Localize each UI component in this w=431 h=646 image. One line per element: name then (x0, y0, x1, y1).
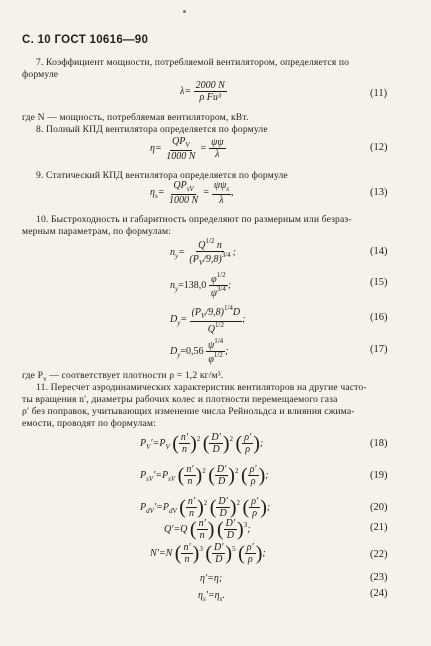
formula-13-den2: λ (219, 194, 224, 206)
formula-21-d-den: D (226, 530, 234, 541)
formula-22-n-den: n (184, 554, 190, 565)
formula-20-lhs-prime: ′= (153, 501, 163, 513)
formula-21-end: ; (247, 523, 251, 535)
formula-21: Q′=Q ( $\frac{n'}{n}$ ) ( $\frac{D'}{D}$ )$^3$; (164, 518, 251, 541)
p7-line1: 7. Коэффициент мощности, потребляемой вентилятором, определяется по (36, 57, 350, 68)
formula-12-num: QP (171, 136, 186, 147)
formula-17-num-sup: 1/4 (214, 337, 224, 345)
formula-15-den: ψ (210, 288, 217, 299)
formula-18-end: ; (259, 437, 264, 449)
formula-20-d-num: D′ (218, 496, 228, 507)
formula-18-mid: P (159, 437, 166, 449)
formula-12 (150, 136, 226, 162)
formula-11 (180, 80, 227, 103)
formula-17-num: ψ (207, 340, 215, 351)
formula-12-lhs: η= (150, 143, 162, 155)
formula-18-lhs-prime: ′= (150, 437, 160, 449)
p10-line1: 10. Быстроходность и габаритность определяют по размерным или безраз- (36, 214, 352, 225)
formula-14-num: Q (198, 240, 206, 251)
formula-number-12: (12) (370, 142, 388, 153)
formula-22-end: ; (262, 547, 266, 559)
formula-18-d-num: D′ (211, 432, 221, 443)
formula-17-den-sup: 1/2 (213, 351, 223, 359)
formula-16-den: Q (207, 323, 215, 335)
formula-19-lhs: P (140, 469, 147, 481)
formula-19-r-den: ρ (250, 476, 256, 487)
formula-12-fraction2 (209, 137, 225, 160)
formula-13-num-sub: sV (186, 185, 194, 193)
formula-20-lhs: P (140, 501, 147, 513)
formula-16-num: (P (191, 307, 202, 318)
formula-number-21: (21) (370, 522, 388, 533)
formula-14-fraction (187, 238, 232, 268)
formula-24-lhs-sub: s (202, 595, 206, 603)
formula-17-fraction (206, 338, 225, 365)
formula-22-d-num: D′ (213, 542, 224, 553)
formula-15-fraction (209, 272, 228, 299)
formula-19-d-num: D′ (216, 464, 227, 475)
formula-21-d-num: D′ (225, 518, 236, 529)
formula-18: $P_V'=P_V$ ( $\frac{n'}{n}$ )$^2$ ( $\frac{D'}{D}$ )$^2$ ( $\frac{\rho'}{\rho}$ ); (140, 432, 264, 455)
formula-13-eq0: = (157, 187, 165, 199)
formula-13-lhs: η (150, 187, 155, 199)
formula-19-mid: P (162, 469, 169, 481)
formula-13-num2-sub: s (226, 185, 230, 193)
formula-16-lhs: D (170, 314, 178, 326)
formula-14-lhs: n (170, 247, 175, 259)
formula-16 (170, 305, 245, 335)
formula-15-eq: =138,0 (178, 279, 207, 291)
formula-12-eq: = (199, 143, 207, 155)
p11-line4: емости, проводят по формулам: (22, 418, 156, 429)
page-header: С. 10 ГОСТ 10616—90 (22, 34, 149, 46)
p10-line2: мерным параметрам, по формулам: (22, 226, 172, 237)
formula-13-den: 1000 N (168, 194, 199, 206)
formula-13-fraction1 (167, 180, 200, 206)
formula-14-num-tail: n (214, 240, 222, 251)
formula-18-r-num: ρ′ (244, 432, 252, 443)
formula-12-den: 1000 N (166, 150, 196, 162)
where-pv-lead: где P (22, 370, 44, 381)
formula-20-r-num: ρ′ (251, 496, 259, 507)
formula-14-den-sup: 3/4 (221, 251, 231, 259)
formula-18-n-den: n (181, 444, 187, 455)
formula-11-fraction (194, 80, 227, 103)
p8-text: 8. Полный КПД вентилятора определяется по формуле (36, 124, 268, 135)
p9-text: 9. Статический КПД вентилятора определяется по формуле (36, 170, 288, 181)
formula-16-fraction (190, 304, 246, 335)
formula-13-num: QP (173, 180, 187, 191)
formula-14-lhs-sub: y (175, 252, 179, 261)
formula-16-num-sup: 1/4 (223, 304, 233, 312)
formula-20-exp-n: 2 (203, 498, 208, 507)
formula-14 (170, 238, 236, 268)
formula-17 (170, 338, 229, 365)
formula-24 (198, 590, 225, 603)
formula-14-den: (P (189, 254, 199, 265)
p11-line2: ты вращения n′, диаметры рабочих колес и плотности перемещаемого газа (22, 394, 338, 405)
formula-16-den-sup: 1/2 (215, 320, 224, 329)
formula-19: $P_{sV}'=P_{sV}$ ( $\frac{n'}{n}$ )$^2$ ( $\frac{D'}{D}$ )$^2$ ( $\frac{\rho'}{\rho}$ ); (140, 464, 269, 487)
formula-13-eq: = (202, 187, 210, 199)
formula-22-exp-d: 5 (232, 544, 236, 553)
formula-15 (170, 272, 231, 299)
formula-13 (150, 180, 234, 206)
formula-13-num2: ψψ (213, 180, 227, 191)
formula-20: $P_{dV}'=P_{dV}$ ( $\frac{n'}{n}$ )$^2$ ( $\frac{D'}{D}$ )$^2$ ( $\frac{\rho'}{\rho}$ ); (140, 496, 271, 519)
formula-22: N′=N ( $\frac{n'}{n}$ )$^3$ ( $\frac{D'}{D}$ )$^5$ ( $\frac{\rho'}{\rho}$ ); (150, 542, 266, 565)
formula-19-exp-d: 2 (234, 466, 239, 475)
formula-19-d-den: D (217, 476, 226, 487)
where-n-text: где N — мощность, потребляемая вентилятором, кВт. (22, 112, 249, 123)
formula-17-lhs-sub: y (177, 350, 181, 359)
formula-15-lhs: n (170, 279, 175, 291)
formula-20-lhs-sub: dV (146, 506, 154, 515)
formula-21-n-den: n (199, 530, 205, 541)
formula-17-end: ; (225, 345, 229, 357)
formula-number-20: (20) (370, 502, 388, 513)
formula-number-19: (19) (370, 470, 388, 481)
formula-number-14: (14) (370, 246, 388, 257)
scan-dot (183, 10, 186, 13)
formula-number-17: (17) (370, 344, 388, 355)
formula-18-r-den: ρ (245, 444, 251, 455)
formula-17-lhs: D (170, 345, 178, 357)
formula-22-r-num: ρ′ (246, 542, 254, 553)
formula-22-lhs: N′= (150, 547, 166, 559)
formula-15-lhs-sub: y (175, 284, 179, 293)
formula-18-lhs-sub: V (146, 442, 151, 451)
formula-22-d-den: D (215, 554, 223, 565)
formula-18-lhs: P (140, 437, 147, 449)
formula-19-r-num: ρ′ (249, 464, 257, 475)
formula-18-exp-n: 2 (196, 434, 201, 443)
formula-15-num-sup: 1/2 (216, 271, 226, 279)
formula-18-exp-d: 2 (229, 434, 234, 443)
formula-number-15: (15) (370, 277, 388, 288)
formula-number-11: (11) (370, 88, 388, 99)
formula-16-eq: = (180, 314, 188, 326)
formula-14-den-sub: V (198, 259, 204, 267)
formula-14-end: ; (232, 247, 236, 259)
formula-20-end: ; (266, 501, 271, 513)
formula-20-r-den: ρ (252, 508, 258, 519)
formula-number-18: (18) (370, 438, 388, 449)
formula-16-lhs-sub: y (177, 319, 181, 328)
formula-17-eq: =0,56 (180, 345, 204, 357)
p11-line1: 11. Пересчет аэродинамических характеристик вентиляторов на другие часто- (36, 382, 367, 393)
formula-22-r-den: ρ (247, 554, 253, 565)
formula-16-num-tail: /9,8) (205, 307, 224, 318)
formula-number-23: (23) (370, 572, 388, 583)
formula-18-n-num: n′ (180, 432, 189, 443)
where-pv-sub: v (43, 375, 47, 383)
formula-12-num-sub: V (185, 141, 190, 149)
formula-19-exp-n: 2 (202, 466, 206, 475)
formula-number-13: (13) (370, 187, 388, 198)
formula-21-n-num: n′ (198, 518, 206, 529)
formula-23: η′=η; (200, 573, 223, 584)
formula-12-den2: λ (215, 149, 220, 161)
formula-12-fraction1 (164, 136, 197, 162)
formula-number-24: (24) (370, 588, 388, 599)
formula-13-end: , (231, 187, 234, 199)
formula-20-d-den: D (219, 508, 227, 519)
formula-20-n-den: n (188, 508, 194, 519)
formula-24-tail-sub: s (219, 595, 223, 603)
formula-16-num-sub: V (201, 312, 206, 320)
formula-15-end: ; (227, 279, 232, 291)
formula-19-lhs-sub: sV (146, 474, 154, 483)
formula-21-exp-d: 3 (243, 520, 248, 529)
formula-20-mid-sub: dV (168, 506, 177, 515)
formula-13-lhs-sub: s (154, 192, 158, 201)
formula-16-num-tail2: D (232, 307, 241, 318)
formula-20-n-num: n′ (187, 496, 196, 507)
formula-14-eq: = (178, 247, 185, 259)
formula-19-lhs-prime: ′= (153, 469, 163, 481)
formula-14-num-sup: 1/2 (205, 237, 215, 245)
formula-24-tail: ′=η (205, 590, 220, 601)
formula-11-numerator: 2000 N (195, 80, 225, 91)
formula-21-mid: Q (180, 523, 188, 535)
formula-15-num: φ (211, 274, 217, 285)
formula-11-denominator: ρ Fu³ (199, 92, 221, 103)
formula-15-den-sup: 3/4 (216, 285, 226, 293)
formula-18-mid-sub: V (165, 442, 170, 451)
formula-18-d-den: D (212, 444, 220, 455)
formula-22-mid: N (165, 547, 173, 559)
formula-17-den: φ (208, 354, 214, 365)
formula-19-n-den: n (187, 476, 193, 487)
formula-19-end: ; (265, 469, 269, 481)
formula-11-lhs: λ= (180, 85, 192, 97)
formula-number-16: (16) (370, 312, 388, 323)
p11-line3: ρ′ без поправок, учитывающих изменение числа Рейнольдса и влияния сжима- (22, 406, 355, 417)
formula-20-mid: P (162, 501, 169, 513)
formula-19-mid-sub: sV (168, 474, 176, 483)
formula-16-end: ; (242, 314, 246, 326)
formula-14-den-tail: /9,8) (203, 254, 222, 265)
formula-19-n-num: n′ (186, 464, 194, 475)
formula-21-lhs: Q′= (164, 523, 181, 535)
formula-22-exp-n: 3 (199, 544, 203, 553)
formula-20-exp-d: 2 (236, 498, 241, 507)
formula-24-lhs: η (198, 590, 203, 601)
where-pv-rest: — соответствует плотности ρ = 1,2 кг/м³. (46, 370, 224, 381)
formula-number-22: (22) (370, 549, 388, 560)
p7-line2: формуле (22, 69, 59, 80)
formula-12-num2: ψψ (211, 137, 224, 149)
formula-13-fraction2 (212, 180, 231, 206)
formula-22-n-num: n′ (183, 542, 191, 553)
formula-24-end: . (222, 590, 225, 601)
